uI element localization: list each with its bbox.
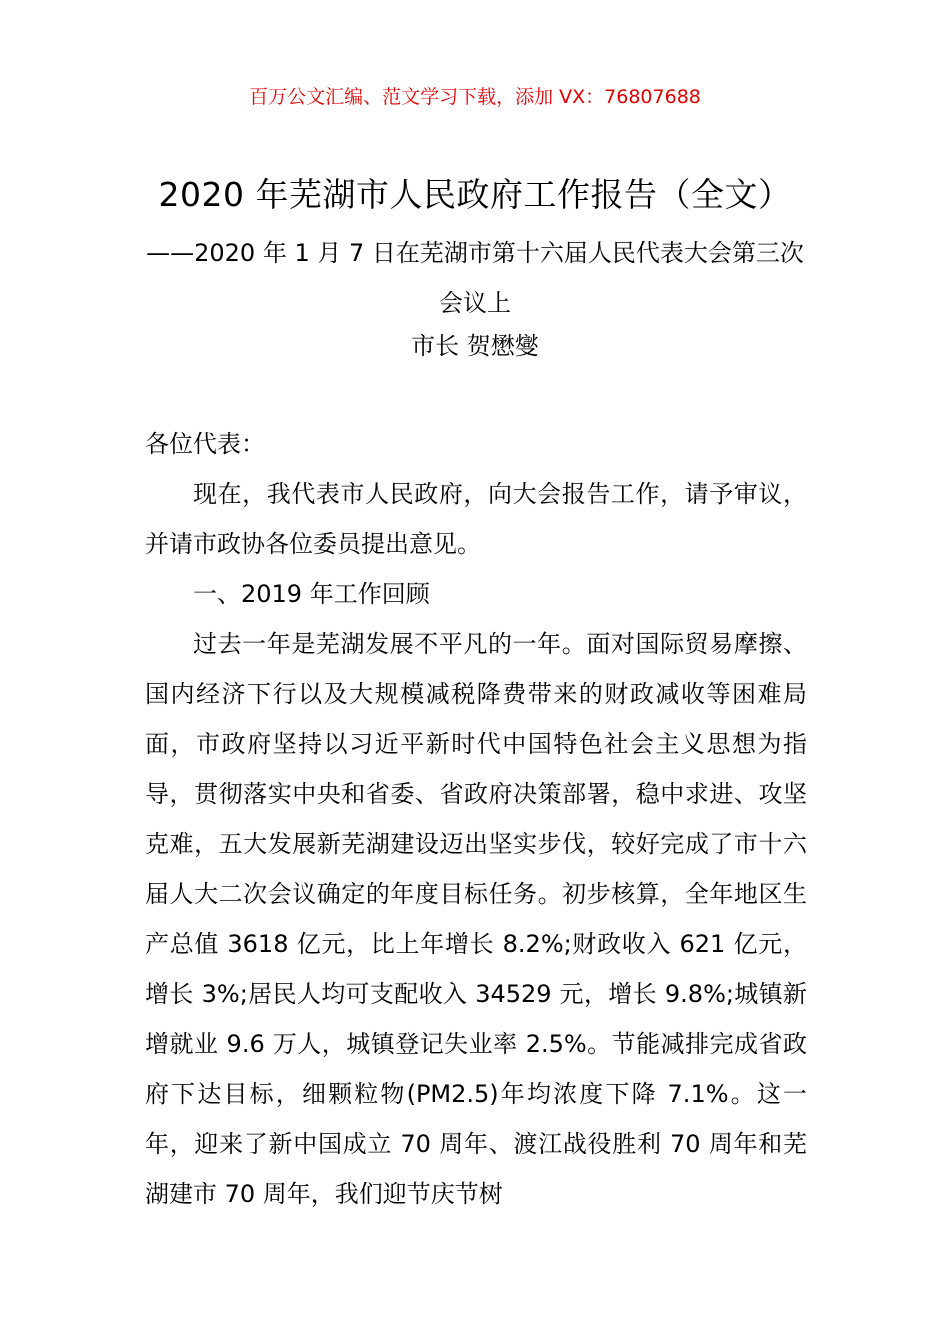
document-author: 市长 贺懋燮 bbox=[411, 332, 539, 360]
salutation: 各位代表： bbox=[145, 430, 265, 458]
document-subtitle: ——2020 年 1 月 7 日在芜湖市第十六届人民代表大会第三次会议上 bbox=[146, 239, 804, 317]
paragraph-review: 过去一年是芜湖发展不平凡的一年。面对国际贸易摩擦、国内经济下行以及大规模减税降费带来的财政减收等困难局面，市政府坚持以习近平新时代中国特色社会主义思想为指导，贯彻落实中央和省委、省政府决策部署，稳中求进、攻坚克难，五大发展新芜湖建设迈出坚实步伐，较好完成了市十六届人大二次会议确定的年度目标任务。初步核算，全年地区生产总值 3618 亿元，比上年增长 8.2%;财政收入 621 亿元，增长 3%;居民人均可支配收入 34529 元，增长 9.8%;城镇新增就业 9.6 万人，城镇登记失业率 2.5%。节能减排完成省政府下达目标，细颗粒物(PM2.5)年均浓度下降 7.1%。这一年，迎来了新中国成立 70 周年、渡江战役胜利 70 周年和芜湖建市 70 周年，我们迎节庆节树 bbox=[145, 630, 807, 1208]
document-body bbox=[145, 419, 807, 1219]
section-heading: 一、2019 年工作回顾 bbox=[193, 580, 430, 608]
paragraph-intro: 现在，我代表市人民政府，向大会报告工作，请予审议，并请市政协各位委员提出意见。 bbox=[145, 480, 807, 558]
watermark-banner: 百万公文汇编、范文学习下载，添加 VX：76807688 bbox=[249, 86, 701, 108]
document-title: 2020 年芜湖市人民政府工作报告（全文） bbox=[158, 175, 792, 214]
